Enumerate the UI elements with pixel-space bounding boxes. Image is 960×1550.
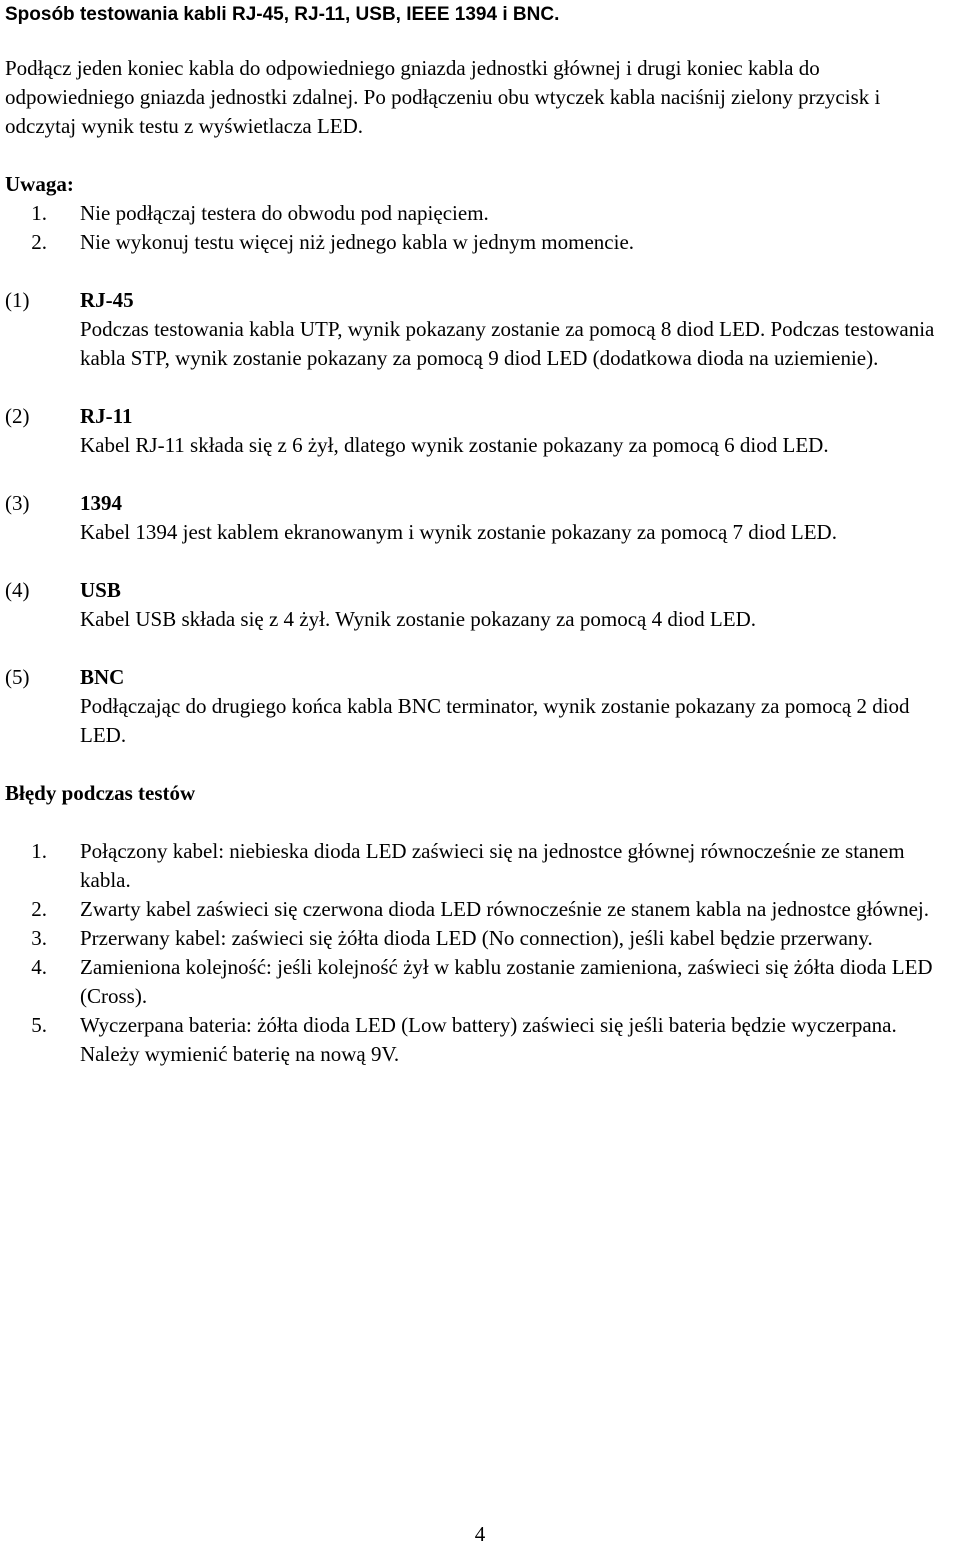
section-rj11 [5,402,950,460]
section-heading [5,489,950,518]
section-body: Podczas testowania kabla UTP, wynik pokazany zostanie za pomocą 8 diod LED. Podczas testowania kabla STP, wynik zostanie pokazany za pomocą 9 diod LED (dodatkowa dioda na uziemienie). [80,317,935,370]
section-body: Kabel 1394 jest kablem ekranowanym i wynik zostanie pokazany za pomocą 7 diod LED. [80,520,837,544]
section-title: RJ-45 [80,288,134,312]
section-number: (2) [5,404,30,428]
section-body: Kabel RJ-11 składa się z 6 żył, dlatego wynik zostanie pokazany za pomocą 6 diod LED. [80,433,829,457]
section-title: RJ-11 [80,404,133,428]
warning-heading: Uwaga: [5,172,74,196]
section-number: (3) [5,491,30,515]
list-item-number: 1. [31,201,47,225]
section-heading [5,663,950,692]
list-item [5,924,950,953]
document-title: Sposób testowania kabli RJ-45, RJ-11, USB, IEEE 1394 i BNC. [5,4,560,25]
section-bnc [5,663,950,750]
list-item [5,895,950,924]
page-number: 4 [474,1522,486,1546]
list-item-number: 3. [31,926,47,950]
list-item-number: 4. [31,955,47,979]
document-page [5,0,950,1069]
list-item-text: Połączony kabel: niebieska dioda LED zaświeci się na jednostce głównej równocześnie ze stanem kabla. [80,839,905,892]
section-body: Podłączając do drugiego końca kabla BNC terminator, wynik zostanie pokazany za pomocą 2 diod LED. [80,694,910,747]
list-item-text: Zwarty kabel zaświeci się czerwona dioda LED równocześnie ze stanem kabla na jednostce głównej. [80,897,929,921]
list-item [5,1011,950,1069]
list-item-text: Zamieniona kolejność: jeśli kolejność żył w kablu zostanie zamieniona, zaświeci się żółta dioda LED (Cross). [80,955,933,1008]
intro-paragraph: Podłącz jeden koniec kabla do odpowiedniego gniazda jednostki głównej i drugi koniec kabla do odpowiedniego gniazda jednostki zdalnej. Po podłączeniu obu wtyczek kabla naciśnij zielony przycisk i odczytaj wynik testu z wyświetlacza LED. [5,56,881,138]
section-rj45 [5,286,950,373]
list-item-text: Wyczerpana bateria: żółta dioda LED (Low battery) zaświeci się jeśli bateria będzie wyczerpana. Należy wymienić baterię na nową 9V. [80,1013,897,1066]
section-number: (4) [5,578,30,602]
list-item-number: 2. [31,230,47,254]
list-item-text: Przerwany kabel: zaświeci się żółta dioda LED (No connection), jeśli kabel będzie przerwany. [80,926,873,950]
section-title: USB [80,578,121,602]
list-item [5,228,950,257]
section-number: (1) [5,288,30,312]
section-body: Kabel USB składa się z 4 żył. Wynik zostanie pokazany za pomocą 4 diod LED. [80,607,756,631]
list-item [5,837,950,895]
warning-list [5,199,950,257]
section-heading [5,286,950,315]
errors-list [5,837,950,1069]
section-title: 1394 [80,491,122,515]
list-item [5,953,950,1011]
section-1394 [5,489,950,547]
list-item-number: 5. [31,1013,47,1037]
section-heading [5,576,950,605]
list-item [5,199,950,228]
section-number: (5) [5,665,30,689]
errors-heading: Błędy podczas testów [5,781,196,805]
list-item-text: Nie podłączaj testera do obwodu pod napięciem. [80,201,489,225]
section-heading [5,402,950,431]
section-title: BNC [80,665,125,689]
section-usb [5,576,950,634]
list-item-number: 2. [31,897,47,921]
list-item-text: Nie wykonuj testu więcej niż jednego kabla w jednym momencie. [80,230,635,254]
list-item-number: 1. [31,839,47,863]
